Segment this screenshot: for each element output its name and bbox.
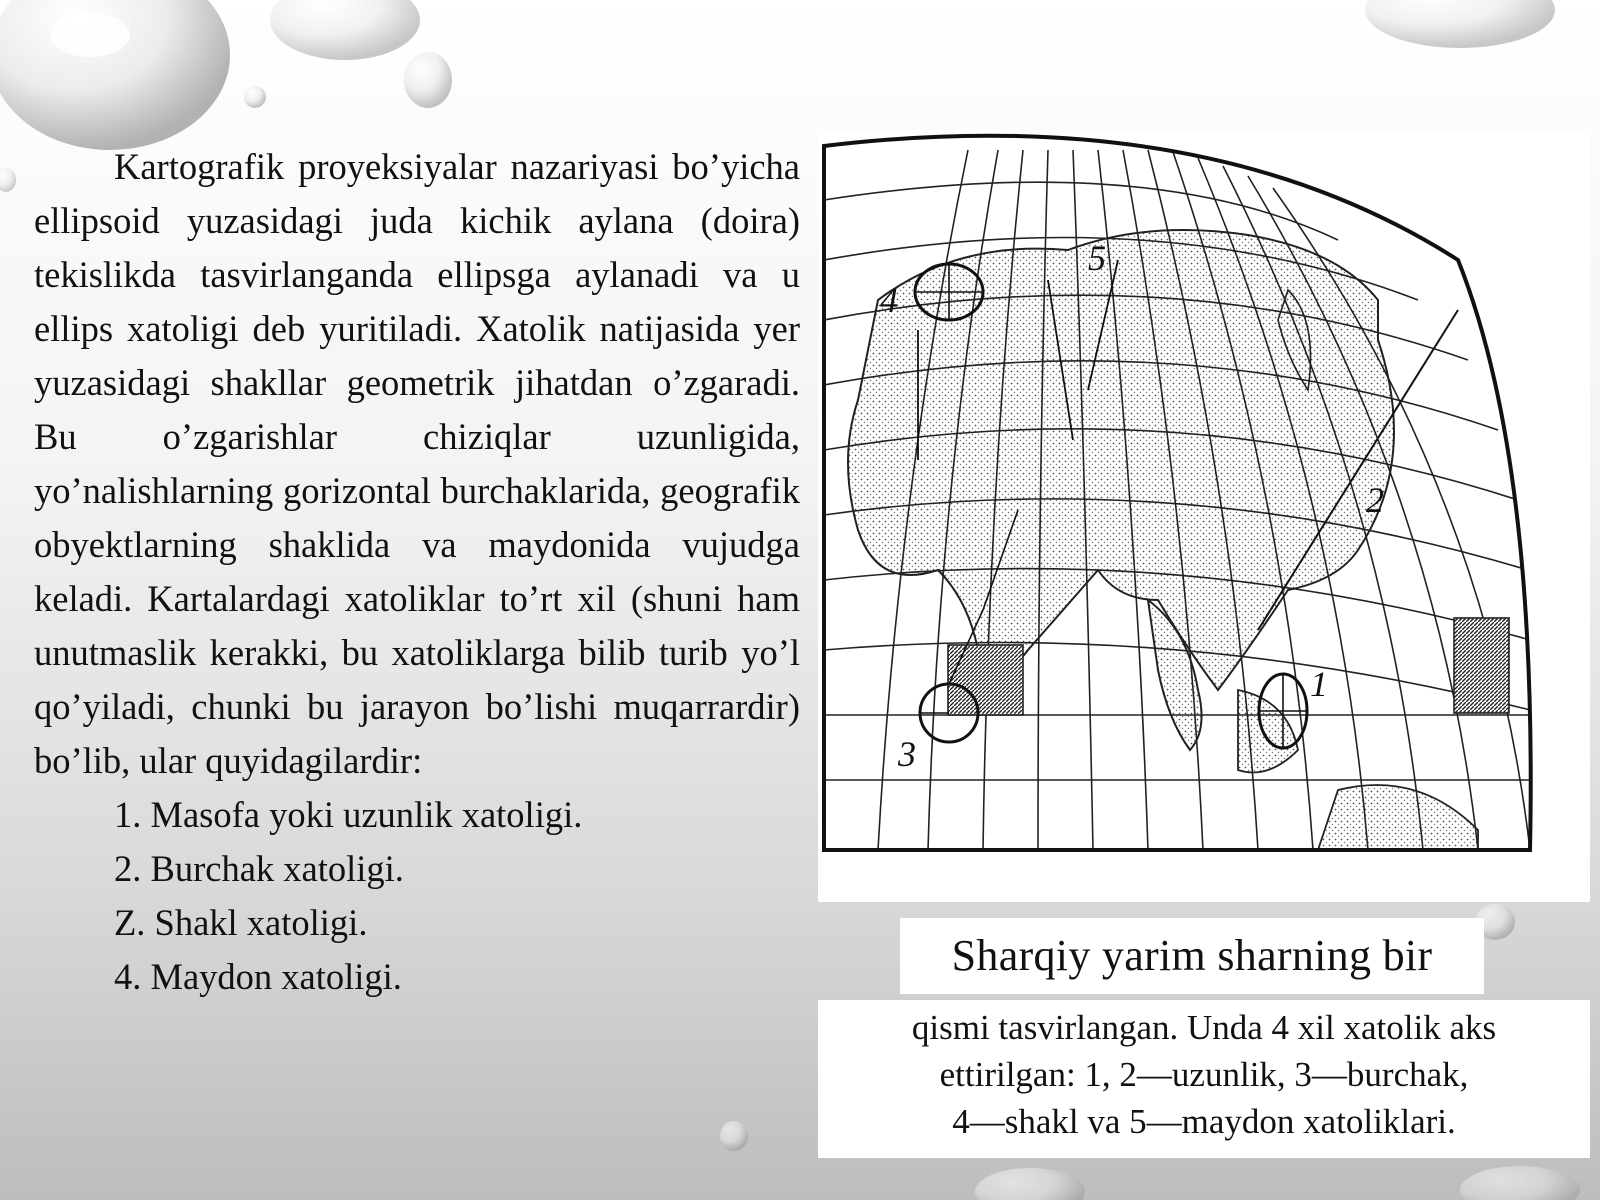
landmass-eurasia	[848, 230, 1394, 690]
water-drop	[244, 86, 266, 108]
water-drop	[720, 1121, 748, 1151]
map-label-4: 4	[880, 280, 898, 320]
figure-caption-title: Sharqiy yarim sharning bir	[900, 918, 1484, 994]
map-label-5: 5	[1088, 238, 1106, 278]
caption-line: qismi tasvirlangan. Unda 4 xil xatolik aks	[911, 1008, 1497, 1047]
water-drop	[1365, 0, 1555, 48]
area-error-patch	[1454, 618, 1509, 713]
map-label-1: 1	[1310, 664, 1328, 704]
caption-line: ettirilgan: 1, 2—uzunlik, 3—burchak,	[939, 1055, 1469, 1094]
water-drop	[270, 0, 420, 60]
projection-map	[818, 130, 1590, 902]
water-drop	[1460, 1166, 1580, 1200]
water-drop	[975, 1168, 1085, 1200]
map-label-2: 2	[1366, 480, 1384, 520]
water-drop	[0, 0, 230, 150]
list-item: 4. Maydon xatoligi.	[114, 956, 402, 997]
list-item: 2. Burchak xatoligi.	[114, 848, 404, 889]
intro-paragraph: Kartografik proyeksiyalar nazariyasi bo’yicha ellipsoid yuzasidagi juda kichik aylana (doira) tekislikda tasvirlanganda ellipsga aylanadi va u ellips xatoligi deb yuritiladi. Xatolik natijasida yer yuzasidagi shakllar geometrik jihatdan o’zgaradi. Bu o’zgarishlar chiziqlar uzunligida, yo’nalishlarning gorizontal burchaklarida, geografik obyektlarning shaklida va maydonida vujudga keladi. Kartalardagi xatoliklar to’rt xil (shuni ham unutmaslik kerakki, bu xatoliklarga bilib turib yo’l qo’yiladi, chunki bu jarayon bo’lishi muqarrardir) bo’lib, ular quyidagilardir:	[34, 146, 800, 781]
map-figure	[818, 130, 1590, 902]
water-drop	[404, 52, 452, 108]
list-item: 1. Masofa yoki uzunlik xatoligi.	[114, 794, 583, 835]
water-drop	[0, 168, 16, 192]
figure-caption	[818, 1000, 1590, 1158]
body-text	[34, 140, 800, 1004]
error-types-list	[34, 788, 800, 1004]
map-label-3: 3	[898, 734, 916, 774]
list-item: Z. Shakl xatoligi.	[114, 902, 368, 943]
caption-line: 4—shakl va 5—maydon xatoliklari.	[952, 1102, 1456, 1141]
area-error-patch	[948, 645, 1023, 715]
